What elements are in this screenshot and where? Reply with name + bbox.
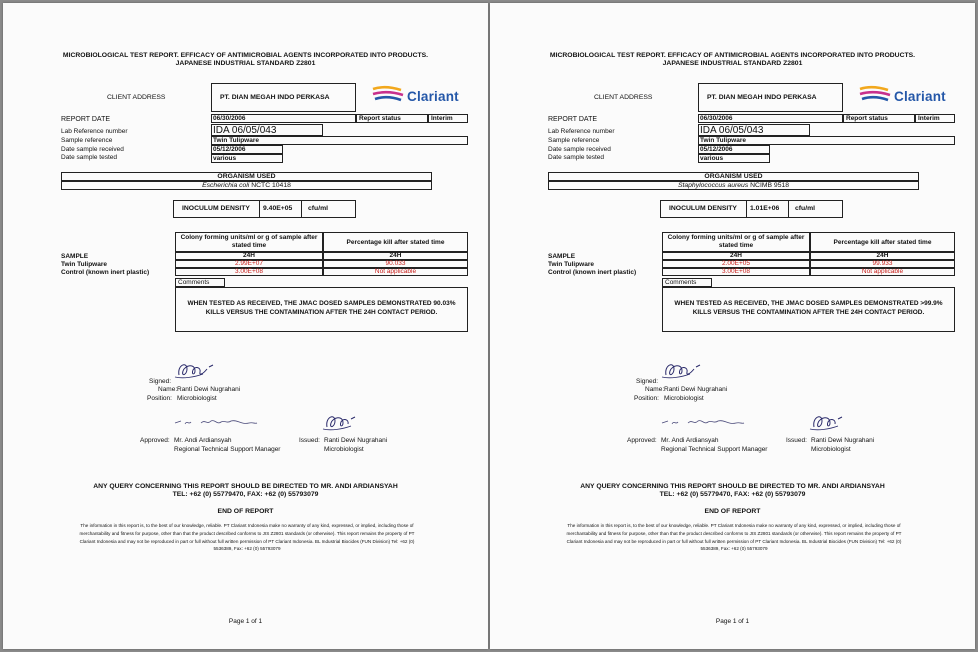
client-name-box [211,83,356,112]
time-cell-1 [662,252,810,260]
signature-icon [173,359,219,381]
signature-icon [660,359,706,381]
report-date-box [211,114,356,123]
disclaimer [37,522,457,553]
clariant-swoosh-icon [858,85,894,103]
disclaimer-line-2: merchantability and fitness for purpose, other than that the product described conforms to JIS Z2801 standards (or otherwise). This report remains the property of PT [566,530,902,536]
comments-box [662,287,955,332]
clariant-swoosh-icon [371,85,407,103]
time-24h-1: 24H [730,252,742,259]
lab-ref-value: IDA 06/05/043 [700,125,764,136]
sample-heading: SAMPLE [61,253,89,260]
signatory-name: Ranti Dewi Nugrahani [664,386,728,393]
date-received-label: Date sample received [548,146,611,153]
date-tested-value: various [213,155,237,162]
col-pct-label: Percentage kill after stated time [833,239,932,246]
inoculum-value: 9.40E+05 [263,205,293,212]
date-received-box [211,145,283,154]
lab-ref-box [211,124,323,136]
end-of-report: END OF REPORT [704,508,761,515]
report-date-value: 06/30/2006 [213,115,246,122]
organism-strain: NCTC 10418 [251,182,291,189]
comments-label: Comments [665,279,697,286]
sample-cfu-cell [662,260,810,268]
query-line-1: ANY QUERY CONCERNING THIS REPORT SHOULD BE DIRECTED TO MR. ANDI ARDIANSYAH [93,483,398,490]
comments-label-box [175,278,225,287]
time-cell-2 [810,252,955,260]
organism-used-label: ORGANISM USED [217,173,276,180]
report-page-2 [490,3,975,649]
client-name-box [698,83,843,112]
date-tested-box [211,154,283,163]
control-pct-cell [810,268,955,276]
signatory-position: Microbiologist [664,395,704,402]
disclaimer [524,522,944,553]
report-status-label: Report status [359,115,401,122]
issuer-name: Ranti Dewi Nugrahani [811,437,875,444]
report-status-label: Report status [846,115,888,122]
lab-ref-label: Lab Reference number [61,128,128,135]
sample-cfu-value: 2.00E+05 [721,260,750,267]
organism-header-box [61,172,432,181]
sample-pct-value: 99.933 [872,260,893,267]
sample-name: Twin Tulipware [61,261,107,268]
col-cfu-header [175,232,323,252]
lab-ref-value: IDA 06/05/043 [213,125,277,136]
organism-value-box [548,181,919,190]
col-cfu-label: Colony forming units/ml or g of sample after stated time [180,234,318,249]
issuer-name: Ranti Dewi Nugrahani [324,437,388,444]
inoculum-box [173,200,356,218]
report-status-box [428,114,468,123]
col-pct-label: Percentage kill after stated time [346,239,445,246]
col-cfu-header [662,232,810,252]
inoculum-unit: cfu/ml [308,205,329,212]
query-line-2: TEL: +62 (0) 55779470, FAX: +62 (0) 55793079 [172,491,319,498]
organism-header-box [548,172,919,181]
control-pct-cell [323,268,468,276]
control-cfu-cell [175,268,323,276]
report-date-box [698,114,843,123]
time-24h-1: 24H [243,252,255,259]
report-date-label: REPORT DATE [61,116,111,123]
client-address-label: CLIENT ADDRESS [594,94,653,101]
organism-species: Escherichia coli [202,182,250,189]
approver-name: Mr. Andi Ardiansyah [661,437,719,444]
report-standard: JAPANESE INDUSTRIAL STANDARD Z2801 [175,60,316,67]
comments-label-box [662,278,712,287]
approver-position: Regional Technical Support Manager [174,446,281,453]
control-cfu-value: 3.00E+08 [721,268,750,275]
date-received-value: 05/12/2006 [213,146,246,153]
sample-heading: SAMPLE [548,253,576,260]
query-line-1: ANY QUERY CONCERNING THIS REPORT SHOULD BE DIRECTED TO MR. ANDI ARDIANSYAH [580,483,885,490]
clariant-logo-text: Clariant [407,89,459,104]
clariant-logo [858,83,968,107]
inoculum-unit: cfu/ml [795,205,816,212]
date-tested-label: Date sample tested [61,154,118,161]
comment-line-1: WHEN TESTED AS RECEIVED, THE JMAC DOSED SAMPLES DEMONSTRATED >99.9% [674,300,943,307]
sample-cfu-value: 2.99E+07 [234,260,263,267]
disclaimer-line-1: The information in this report is, to the best of our knowledge, reliable. PT Clariant Indonesia make no warranty of any kind, expressed, or implied, including those of [80,523,414,528]
report-standard: JAPANESE INDUSTRIAL STANDARD Z2801 [662,60,803,67]
clariant-logo-text: Clariant [894,89,946,104]
disclaimer-line-4: 5536389, Fax: +62 (0) 55793079 [213,546,281,552]
organism-strain: NCIMB 9518 [750,182,790,189]
sample-name: Twin Tulipware [548,261,594,268]
sample-ref-box [698,136,955,145]
control-pct-value: Not applicable [374,268,417,275]
organism-value [549,182,918,189]
disclaimer-line-3: Clariant Indonesia and may not be reproduced in part or full without full written permission of PT Clariant Indonesia. BL Industrial Biocides (FUN Division) Tel: +62 (0) [79,538,415,544]
date-tested-box [698,154,770,163]
organism-species: Staphylococcus aureus [677,182,749,189]
sample-ref-box [211,136,468,145]
organism-value-box [61,181,432,190]
inoculum-divider [259,201,260,217]
inoculum-value: 1.01E+06 [750,205,780,212]
comment-line-1: WHEN TESTED AS RECEIVED, THE JMAC DOSED SAMPLES DEMONSTRATED 90.03% [187,300,456,307]
sample-cfu-cell [175,260,323,268]
position-label: Position: [147,395,172,402]
report-status-label-box [843,114,915,123]
inoculum-divider [746,201,747,217]
client-address-label: CLIENT ADDRESS [107,94,166,101]
signatory-position: Microbiologist [177,395,217,402]
sample-pct-cell [323,260,468,268]
report-title: MICROBIOLOGICAL TEST REPORT. EFFICACY OF ANTIMICROBIAL AGENTS INCORPORATED INTO PRODUCTS. [549,52,916,59]
disclaimer-line-3: Clariant Indonesia and may not be reproduced in part or full without full written permission of PT Clariant Indonesia. BL Industrial Biocides (FUN Division) Tel: +62 (0) [566,538,902,544]
name-label: Name: [645,386,665,393]
sample-ref-value: Twin Tulipware [700,137,746,144]
report-status-value: Interim [918,115,940,122]
sample-pct-cell [810,260,955,268]
inoculum-label: INOCULUM DENSITY [182,205,250,212]
lab-ref-label: Lab Reference number [548,128,615,135]
comment-line-2: KILLS VERSUS THE CONTAMINATION AFTER THE 24H CONTACT PERIOD. [692,309,925,316]
col-pct-header [810,232,955,252]
page-number: Page 1 of 1 [715,618,750,625]
lab-ref-box [698,124,810,136]
inoculum-label: INOCULUM DENSITY [669,205,737,212]
client-name: PT. DIAN MEGAH INDO PERKASA [707,94,817,101]
col-cfu-label: Colony forming units/ml or g of sample after stated time [667,234,805,249]
signatory-name: Ranti Dewi Nugrahani [177,386,241,393]
time-cell-1 [175,252,323,260]
report-status-value: Interim [431,115,453,122]
page-number: Page 1 of 1 [228,618,263,625]
inoculum-divider-2 [301,201,302,217]
control-cfu-value: 3.00E+08 [234,268,263,275]
issuer-signature-icon [808,411,848,433]
comments-label: Comments [178,279,210,286]
control-cfu-cell [662,268,810,276]
approved-label: Approved: [627,437,657,444]
approver-signature-icon [171,415,261,429]
name-label: Name: [158,386,178,393]
report-date-value: 06/30/2006 [700,115,733,122]
date-tested-value: various [700,155,724,162]
issuer-position: Microbiologist [811,446,851,453]
report-title: MICROBIOLOGICAL TEST REPORT. EFFICACY OF ANTIMICROBIAL AGENTS INCORPORATED INTO PRODUCTS. [62,52,429,59]
inoculum-divider-2 [788,201,789,217]
issuer-signature-icon [321,411,361,433]
time-cell-2 [323,252,468,260]
sample-ref-value: Twin Tulipware [213,137,259,144]
report-page-1 [3,3,488,649]
issued-label: Issued: [786,437,807,444]
organism-used-label: ORGANISM USED [704,173,763,180]
approver-signature-icon [658,415,748,429]
query-line-2: TEL: +62 (0) 55779470, FAX: +62 (0) 55793079 [659,491,806,498]
col-pct-header [323,232,468,252]
position-label: Position: [634,395,659,402]
comment-line-2: KILLS VERSUS THE CONTAMINATION AFTER THE 24H CONTACT PERIOD. [205,309,438,316]
sample-pct-value: 90.033 [385,260,406,267]
comments-box [175,287,468,332]
sample-ref-label: Sample reference [61,137,113,144]
signed-label: Signed: [636,378,659,385]
report-status-label-box [356,114,428,123]
organism-value [62,182,431,189]
report-status-box [915,114,955,123]
approver-name: Mr. Andi Ardiansyah [174,437,232,444]
report-date-label: REPORT DATE [548,116,598,123]
issuer-position: Microbiologist [324,446,364,453]
disclaimer-line-4: 5536389, Fax: +62 (0) 55793079 [700,546,768,552]
date-received-label: Date sample received [61,146,124,153]
client-name: PT. DIAN MEGAH INDO PERKASA [220,94,330,101]
date-received-box [698,145,770,154]
time-24h-2: 24H [876,252,889,259]
control-pct-value: Not applicable [861,268,904,275]
signed-label: Signed: [149,378,172,385]
end-of-report: END OF REPORT [217,508,274,515]
date-tested-label: Date sample tested [548,154,605,161]
disclaimer-line-2: merchantability and fitness for purpose, other than that the product described conforms to JIS Z2801 standards (or otherwise). This report remains the property of PT [79,530,415,536]
control-label: Control (known inert plastic) [61,269,150,276]
issued-label: Issued: [299,437,320,444]
disclaimer-line-1: The information in this report is, to the best of our knowledge, reliable. PT Clariant Indonesia make no warranty of any kind, expressed, or implied, including those of [567,523,901,528]
clariant-logo [371,83,481,107]
approved-label: Approved: [140,437,170,444]
sample-ref-label: Sample reference [548,137,600,144]
date-received-value: 05/12/2006 [700,146,733,153]
inoculum-box [660,200,843,218]
time-24h-2: 24H [389,252,402,259]
control-label: Control (known inert plastic) [548,269,637,276]
approver-position: Regional Technical Support Manager [661,446,768,453]
